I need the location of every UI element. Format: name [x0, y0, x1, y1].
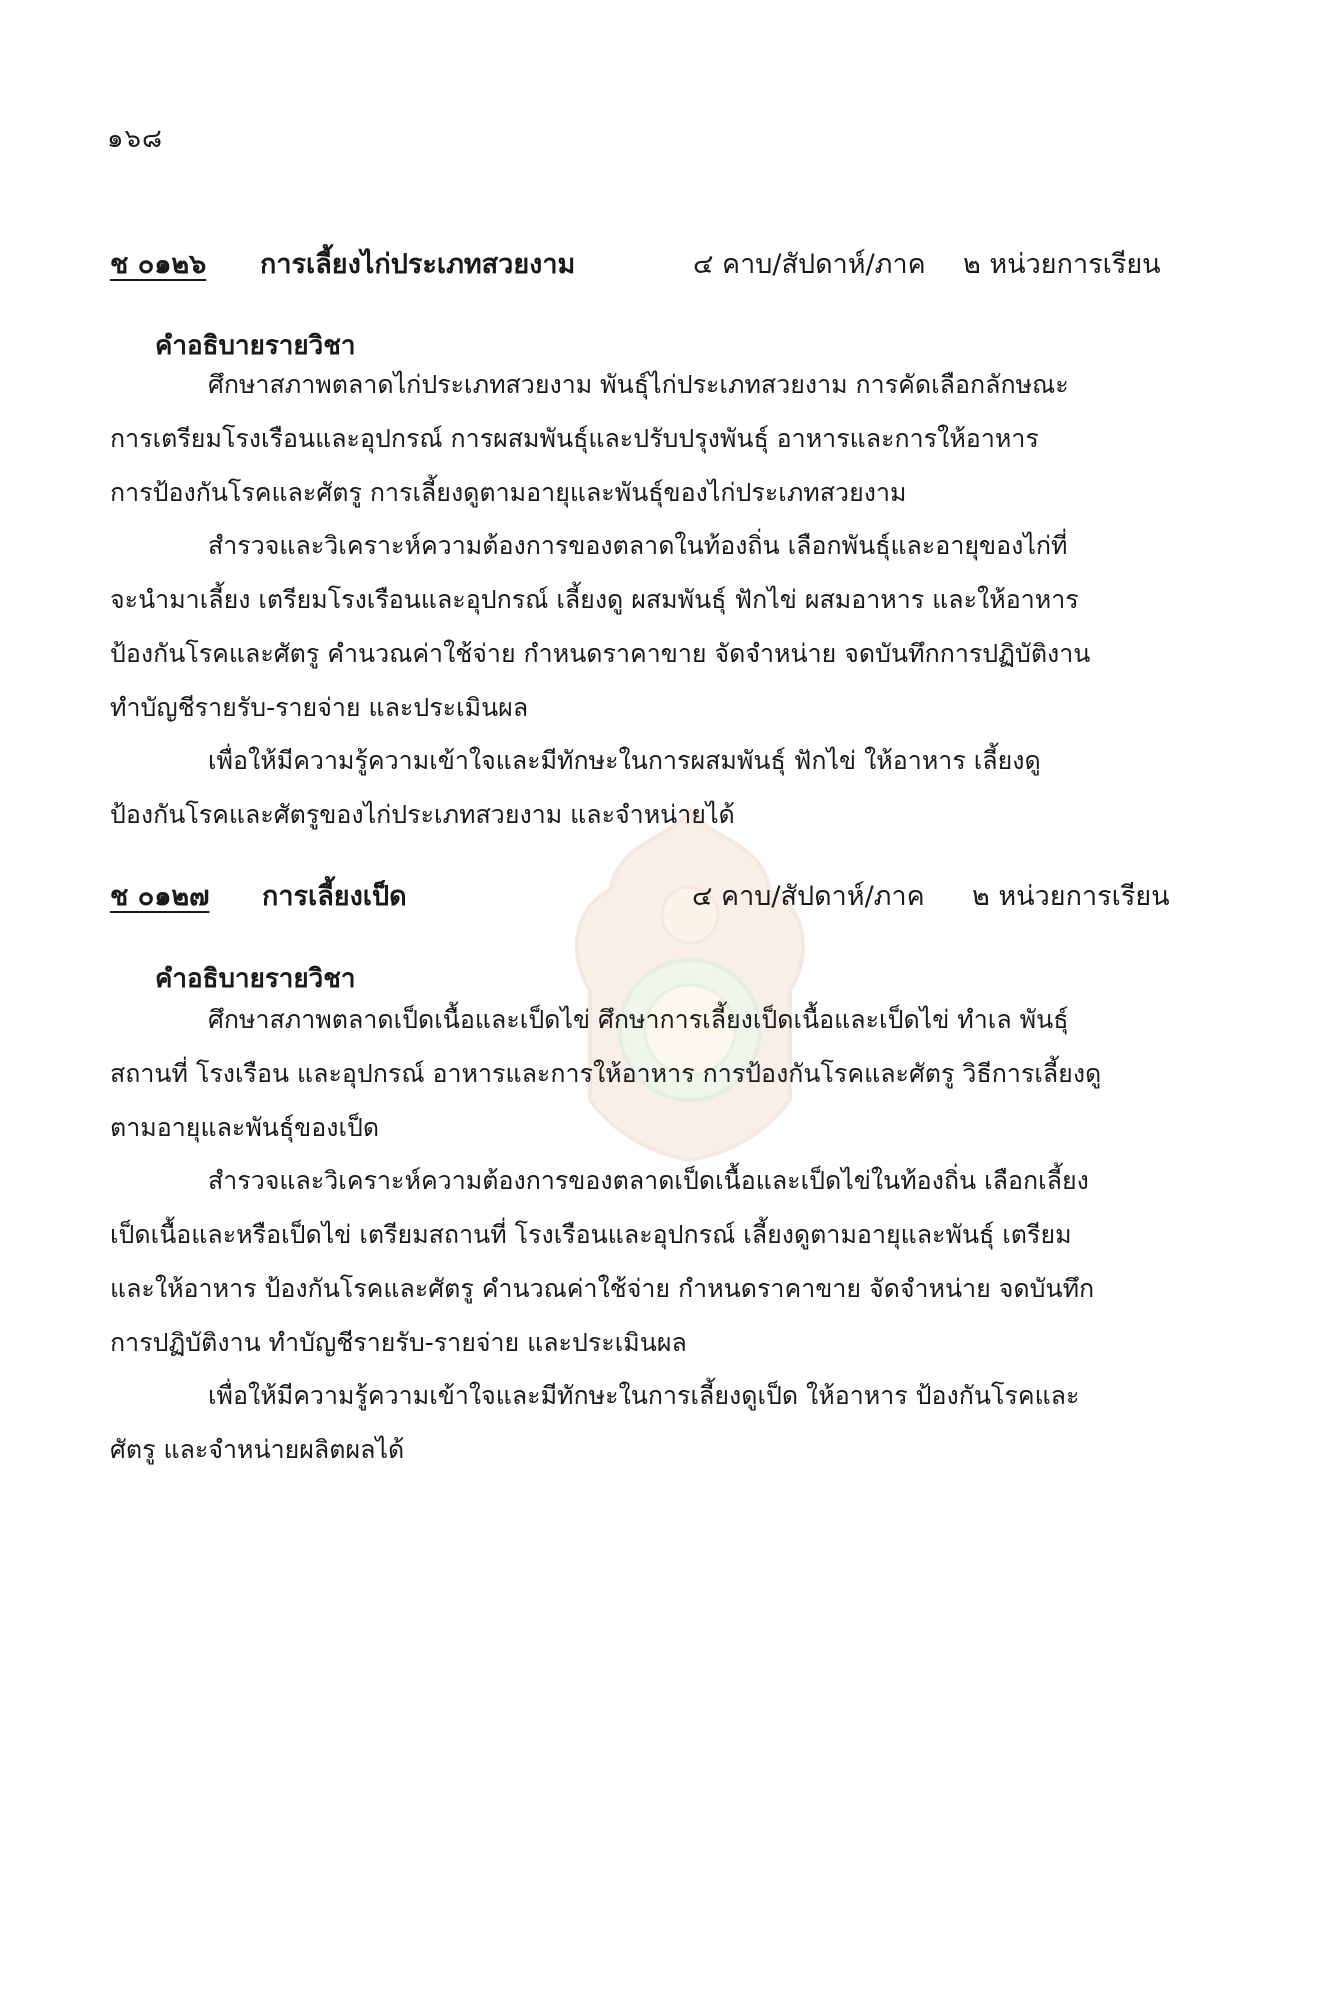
description-line: ศัตรู และจำหน่ายผลิตผลได้: [110, 1435, 405, 1464]
course-header-0127: [110, 874, 1240, 914]
description-heading: คำอธิบายรายวิชา: [155, 331, 356, 361]
description-line: การปฏิบัติงาน ทำบัญชีรายรับ-รายจ่าย และประเมินผล: [110, 1328, 687, 1357]
description-line: เป็ดเนื้อและหรือเป็ดไข่ เตรียมสถานที่ โรงเรือนและอุปกรณ์ เลี้ยงดูตามอายุและพันธุ์ เตรียม: [110, 1220, 1072, 1249]
course-credits: ๒ หน่วยการเรียน: [972, 881, 1170, 912]
description-line: ทำบัญชีรายรับ-รายจ่าย และประเมินผล: [110, 693, 529, 722]
description-line: จะนำมาเลี้ยง เตรียมโรงเรือนและอุปกรณ์ เลี้ยงดู ผสมพันธุ์ ฟักไข่ ผสมอาหาร และให้อาหาร: [110, 585, 1079, 614]
description-line: ป้องกันโรคและศัตรูของไก่ประเภทสวยงาม และจำหน่ายได้: [110, 800, 735, 829]
course-header-0126: [110, 242, 1240, 282]
course-name: การเลี้ยงเป็ด: [262, 881, 407, 912]
description-line: เพื่อให้มีความรู้ความเข้าใจและมีทักษะในการผสมพันธุ์ ฟักไข่ ให้อาหาร เลี้ยงดู: [208, 746, 1041, 775]
description-line: ตามอายุและพันธุ์ของเป็ด: [110, 1113, 380, 1142]
description-line: การป้องกันโรคและศัตรู การเลี้ยงดูตามอายุและพันธุ์ของไก่ประเภทสวยงาม: [110, 478, 907, 507]
description-heading: คำอธิบายรายวิชา: [155, 964, 356, 994]
description-line: เพื่อให้มีความรู้ความเข้าใจและมีทักษะในการเลี้ยงดูเป็ด ให้อาหาร ป้องกันโรคและ: [208, 1381, 1080, 1410]
page-number: ๑๖๘: [107, 124, 164, 154]
course-code: ช ๐๑๒๗: [110, 881, 210, 912]
course-credits: ๒ หน่วยการเรียน: [963, 249, 1161, 280]
description-line: สำรวจและวิเคราะห์ความต้องการของตลาดในท้องถิ่น เลือกพันธุ์และอายุของไก่ที่: [208, 531, 1068, 560]
description-line: สำรวจและวิเคราะห์ความต้องการของตลาดเป็ดเนื้อและเป็ดไข่ในท้องถิ่น เลือกเลี้ยง: [208, 1166, 1089, 1195]
course-hours: ๔ คาบ/สัปดาห์/ภาค: [692, 881, 925, 912]
description-line: ป้องกันโรคและศัตรู คำนวณค่าใช้จ่าย กำหนดราคาขาย จัดจำหน่าย จดบันทึกการปฏิบัติงาน: [110, 639, 1091, 668]
description-line: สถานที่ โรงเรือน และอุปกรณ์ อาหารและการให้อาหาร การป้องกันโรคและศัตรู วิธีการเลี้ยงดู: [110, 1059, 1102, 1088]
description-line: ศึกษาสภาพตลาดเป็ดเนื้อและเป็ดไข่ ศึกษาการเลี้ยงเป็ดเนื้อและเป็ดไข่ ทำเล พันธุ์: [208, 1005, 1069, 1034]
description-line: ศึกษาสภาพตลาดไก่ประเภทสวยงาม พันธุ์ไก่ประเภทสวยงาม การคัดเลือกลักษณะ: [208, 370, 1069, 399]
description-line: และให้อาหาร ป้องกันโรคและศัตรู คำนวณค่าใช้จ่าย กำหนดราคาขาย จัดจำหน่าย จดบันทึก: [110, 1274, 1095, 1303]
description-line: การเตรียมโรงเรือนและอุปกรณ์ การผสมพันธุ์และปรับปรุงพันธุ์ อาหารและการให้อาหาร: [110, 424, 1039, 453]
course-hours: ๔ คาบ/สัปดาห์/ภาค: [693, 249, 926, 280]
course-code: ช ๐๑๒๖: [110, 249, 207, 280]
course-name: การเลี้ยงไก่ประเภทสวยงาม: [260, 249, 576, 280]
watermark-seal: [560, 800, 820, 1170]
